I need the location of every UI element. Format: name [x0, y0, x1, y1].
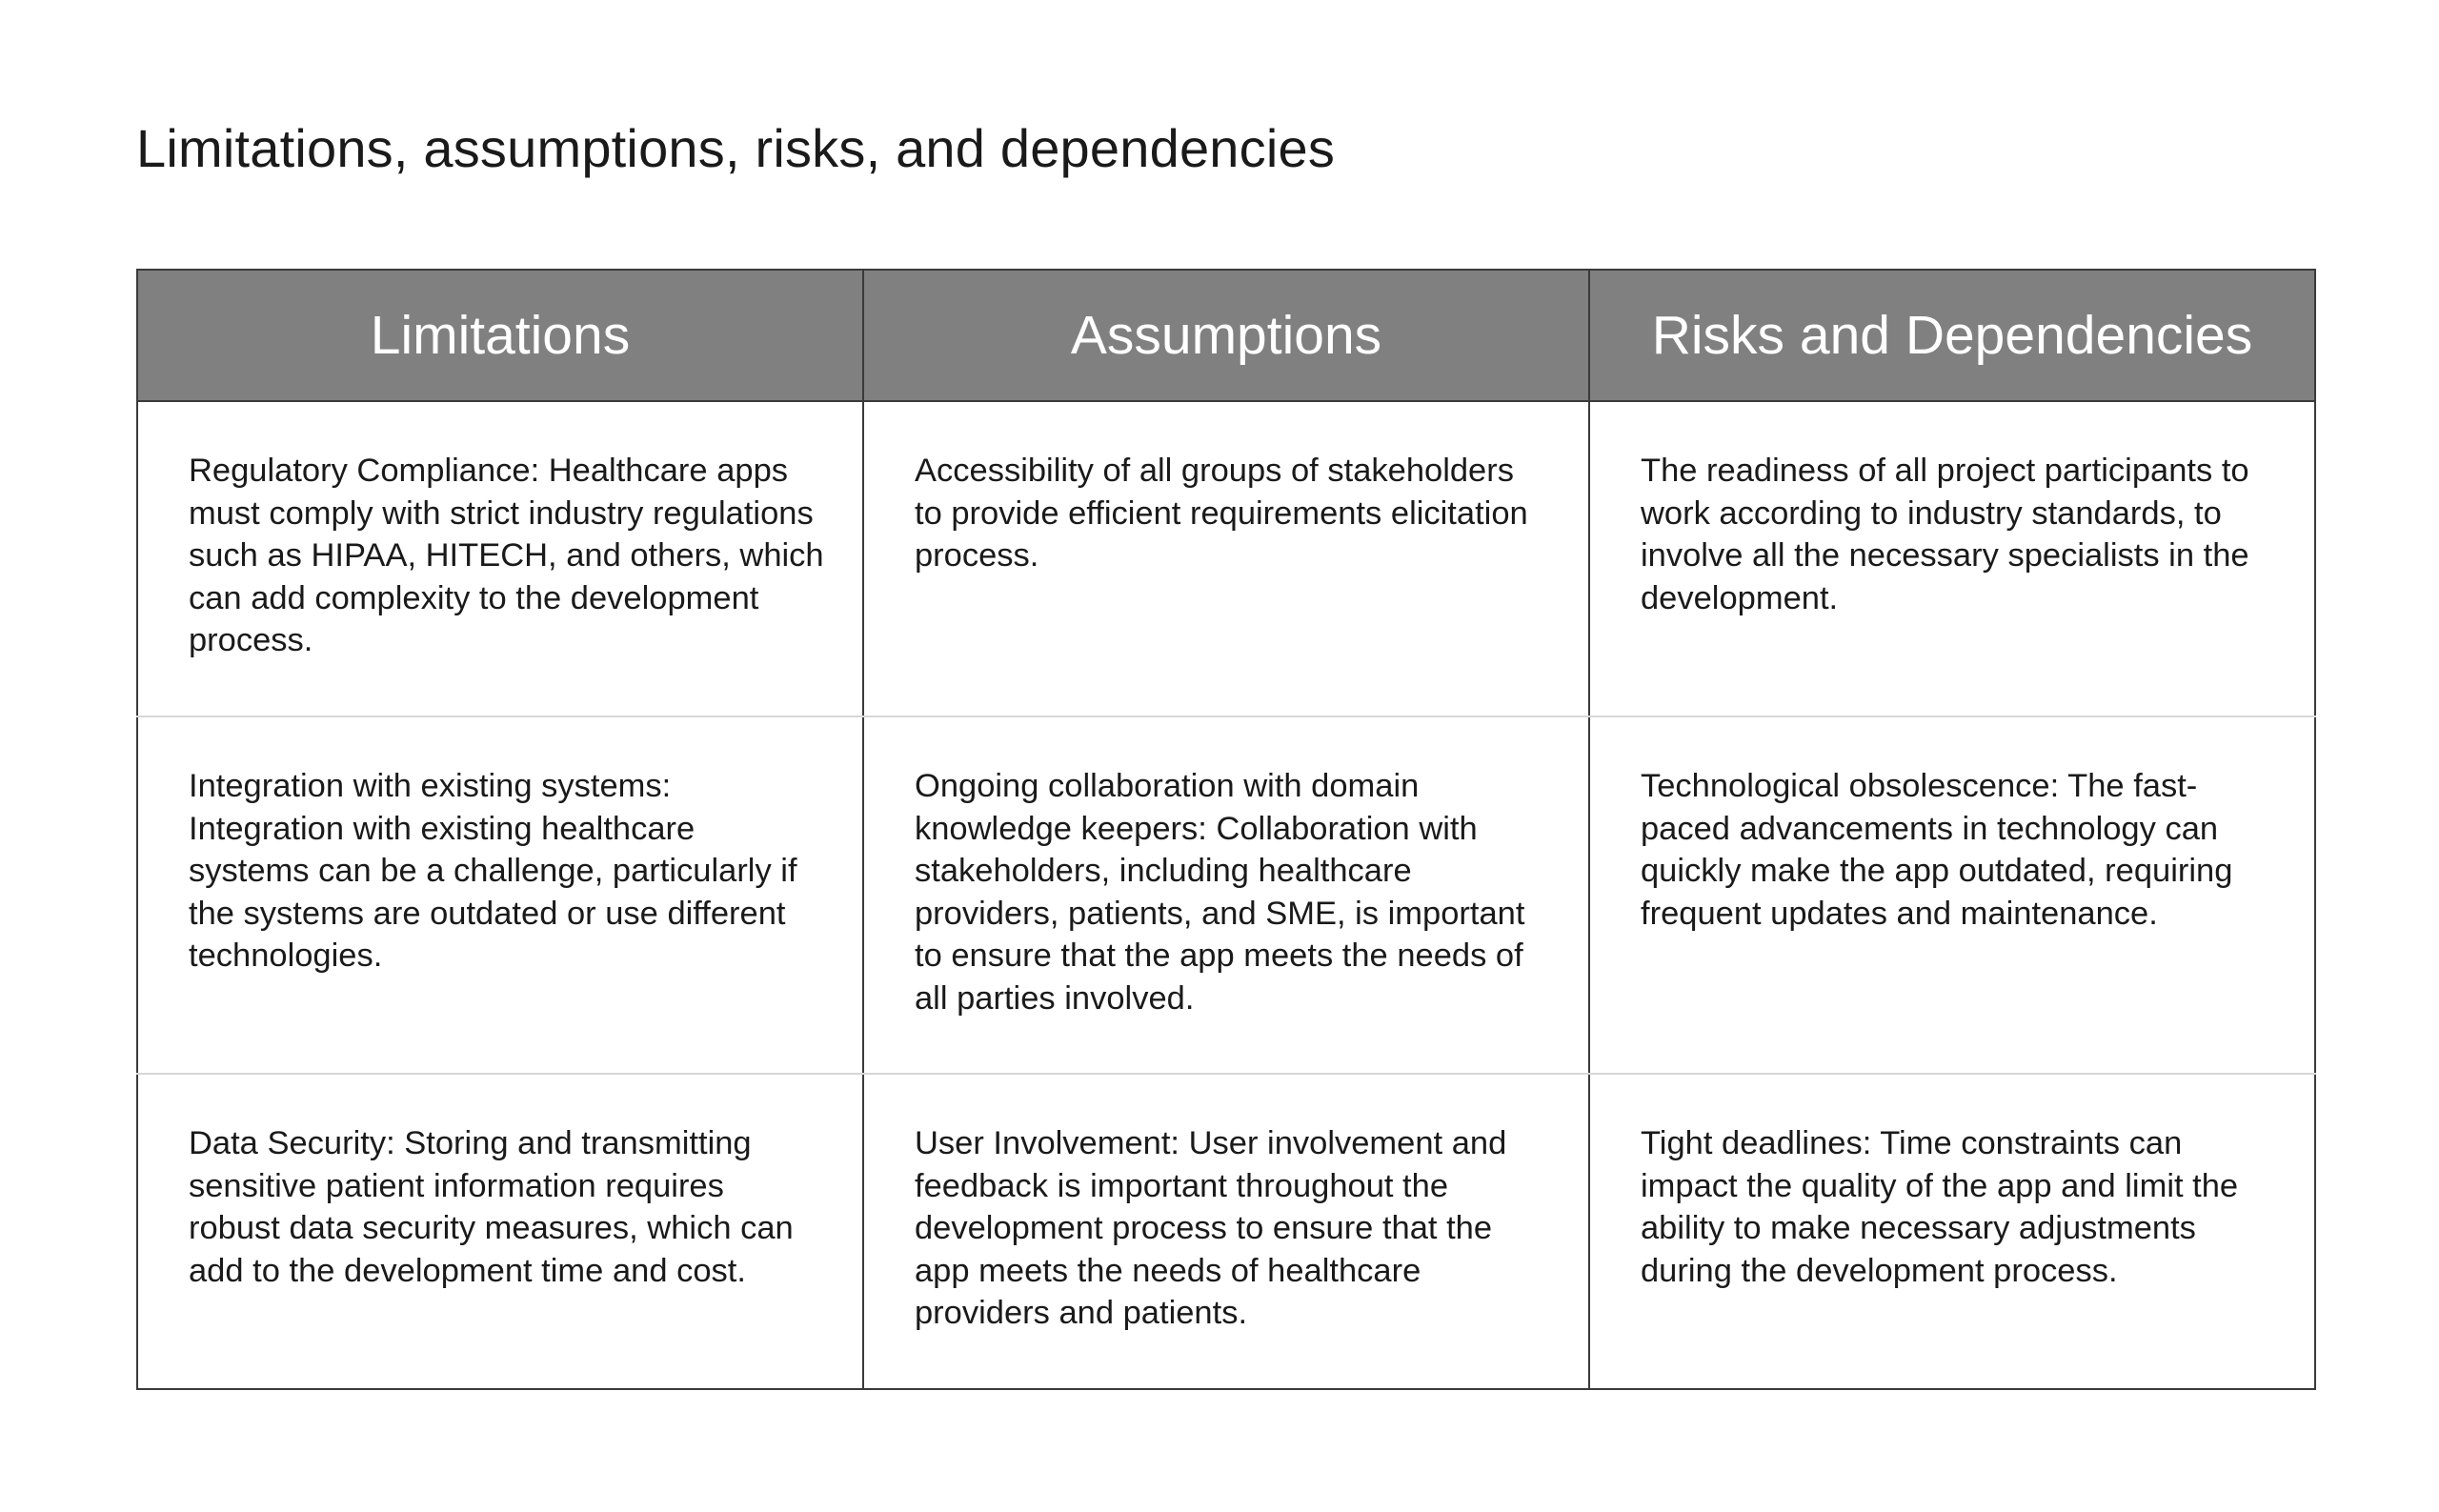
table-row: [137, 1074, 2315, 1389]
cell-limitation-system-integration: Integration with existing systems: Integration with existing healthcare systems can be a challenge, particularly if the systems are outdated or use different technologies.: [137, 716, 863, 1074]
cell-limitation-data-security: Data Security: Storing and transmitting sensitive patient information requires robust data security measures, which can add to the development time and cost.: [189, 1125, 794, 1289]
table-row: [137, 401, 2315, 716]
header-risks-and-dependencies: Risks and Dependencies: [1589, 270, 2315, 401]
cell-limitation-regulatory-compliance: Regulatory Compliance: Healthcare apps must comply with strict industry regulations such as HIPAA, HITECH, and others, which can add complexity to the development process.: [137, 401, 863, 716]
cell-risk-tight-deadlines: Tight deadlines: Time constraints can impact the quality of the app and limit the ability to make necessary adjustments during the development process.: [1589, 1074, 2315, 1389]
page-title: Limitations, assumptions, risks, and dependencies: [136, 118, 1336, 178]
header-limitations: Limitations: [137, 270, 863, 401]
header-assumptions: Assumptions: [863, 270, 1589, 401]
cell-assumption-domain-collaboration: Ongoing collaboration with domain knowledge keepers: Collaboration with stakeholders, including healthcare providers, patients, and SME, is important to ensure that the app meets the needs of all parties involved.: [863, 716, 1589, 1074]
cell-assumption-user-involvement: User Involvement: User involvement and feedback is important throughout the development process to ensure that the app meets the needs of healthcare providers and patients.: [863, 1074, 1589, 1389]
table-header-row: [137, 270, 2315, 401]
cell-assumption-stakeholder-accessibility: Accessibility of all groups of stakeholders to provide efficient requirements elicitation process.: [863, 401, 1589, 716]
table-row: [137, 716, 2315, 1074]
cell-risk-participant-readiness: The readiness of all project participants to work according to industry standards, to involve all the necessary specialists in the development.: [1589, 401, 2315, 716]
limitations-assumptions-risks-table: [136, 269, 2316, 1390]
cell-risk-technological-obsolescence: Technological obsolescence: The fast-paced advancements in technology can quickly make the app outdated, requiring frequent updates and maintenance.: [1589, 716, 2315, 1074]
